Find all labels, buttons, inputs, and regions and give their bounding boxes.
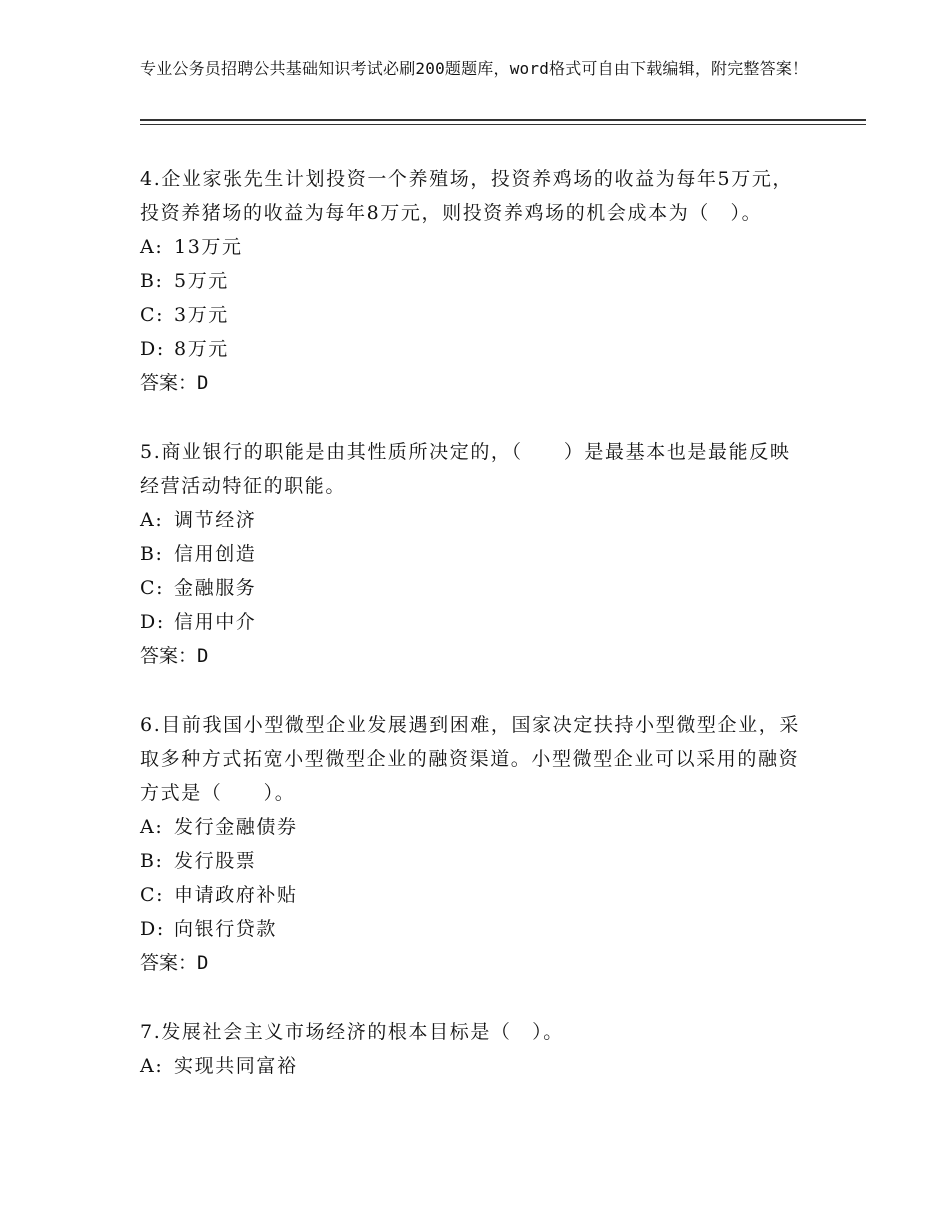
- option-c: [140, 298, 800, 332]
- option-key: C:: [140, 577, 165, 599]
- option-text: 申请政府补贴: [174, 884, 298, 906]
- option-b: [140, 264, 800, 298]
- option-key: A:: [140, 236, 164, 258]
- answer-line: 答案：D: [140, 645, 209, 667]
- option-text: 5万元: [174, 270, 229, 292]
- option-key: A:: [140, 509, 164, 531]
- option-b: [140, 537, 800, 571]
- option-c: [140, 878, 800, 912]
- option-text: 信用创造: [174, 543, 257, 565]
- option-text: 金融服务: [174, 577, 257, 599]
- question-6: [140, 708, 800, 980]
- question-4: [140, 162, 800, 400]
- option-text: 3万元: [174, 304, 229, 326]
- option-key: A:: [140, 1055, 164, 1077]
- option-text: 信用中介: [174, 611, 257, 633]
- option-a: [140, 230, 800, 264]
- question-stem: 6.目前我国小型微型企业发展遇到困难，国家决定扶持小型微型企业，采取多种方式拓宽小型微型企业的融资渠道。小型微型企业可以采用的融资方式是（ ）。: [140, 714, 800, 804]
- option-text: 实现共同富裕: [174, 1055, 298, 1077]
- option-a: [140, 503, 800, 537]
- question-5: [140, 435, 800, 673]
- option-key: D:: [140, 611, 165, 633]
- header-title: 专业公务员招聘公共基础知识考试必刷200题题库，word格式可自由下载编辑，附完整答案！: [140, 59, 809, 78]
- option-d: [140, 605, 800, 639]
- option-key: C:: [140, 304, 165, 326]
- option-a: [140, 810, 800, 844]
- option-d: [140, 332, 800, 366]
- question-list: [140, 162, 800, 1118]
- option-c: [140, 571, 800, 605]
- option-key: B:: [140, 850, 164, 872]
- option-text: 发行金融债券: [174, 816, 298, 838]
- option-key: A:: [140, 816, 164, 838]
- option-text: 发行股票: [174, 850, 257, 872]
- question-stem: 7.发展社会主义市场经济的根本目标是（ ）。: [140, 1021, 564, 1043]
- answer-line: 答案：D: [140, 952, 209, 974]
- option-b: [140, 844, 800, 878]
- option-a: [140, 1049, 800, 1083]
- option-key: B:: [140, 270, 164, 292]
- option-text: 向银行贷款: [174, 918, 278, 940]
- option-text: 调节经济: [174, 509, 257, 531]
- option-text: 13万元: [174, 236, 243, 258]
- option-key: D:: [140, 338, 165, 360]
- option-d: [140, 912, 800, 946]
- question-stem: 5.商业银行的职能是由其性质所决定的，（ ）是最基本也是最能反映经营活动特征的职能。: [140, 441, 791, 497]
- header-divider: [140, 119, 866, 125]
- option-key: C:: [140, 884, 165, 906]
- question-7: [140, 1015, 800, 1083]
- question-stem: 4.企业家张先生计划投资一个养殖场，投资养鸡场的收益为每年5万元，投资养猪场的收益为每年8万元，则投资养鸡场的机会成本为（ ）。: [140, 168, 794, 224]
- option-key: D:: [140, 918, 165, 940]
- answer-line: 答案：D: [140, 372, 209, 394]
- option-text: 8万元: [174, 338, 229, 360]
- option-key: B:: [140, 543, 164, 565]
